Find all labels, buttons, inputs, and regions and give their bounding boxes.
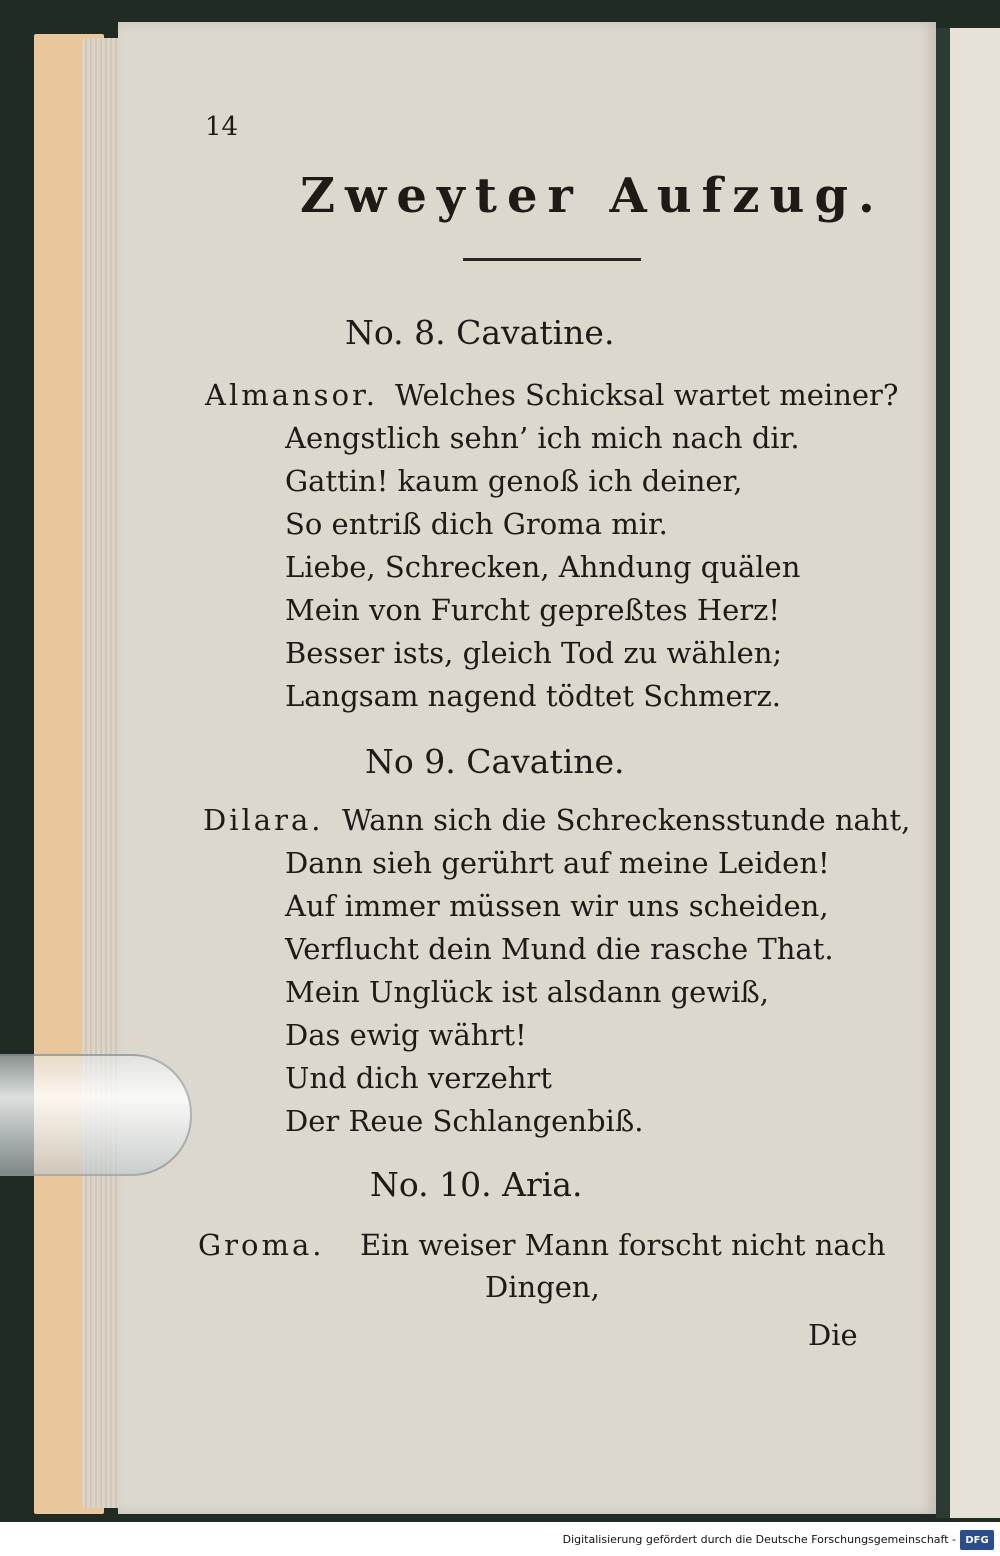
verse-line: Und dich verzehrt	[285, 1061, 552, 1095]
page-number: 14	[205, 112, 239, 142]
speaker-name: Dilara.	[203, 803, 324, 837]
verse-line: Langsam nagend tödtet Schmerz.	[285, 679, 782, 713]
glass-page-holder	[0, 1054, 192, 1176]
speaker-name: Groma.	[198, 1228, 325, 1262]
verse-line: Liebe, Schrecken, Ahndung quälen	[285, 550, 801, 584]
catchword: Die	[808, 1318, 858, 1352]
verse-line: Wann sich die Schreckensstunde naht,	[342, 803, 911, 837]
verse-line: Dingen,	[485, 1270, 600, 1304]
title-rule	[463, 258, 641, 261]
verse-line: Mein von Furcht gepreßtes Herz!	[285, 593, 781, 627]
verse-line: Welches Schicksal wartet meiner?	[395, 378, 899, 412]
right-page-edge	[936, 28, 1000, 1518]
verse-line: Das ewig währt!	[285, 1018, 527, 1052]
dfg-logo-icon: DFG	[960, 1530, 994, 1550]
verse-line: Der Reue Schlangenbiß.	[285, 1104, 644, 1138]
section-heading: No. 8. Cavatine.	[345, 313, 615, 352]
verse-line: Besser ists, gleich Tod zu wählen;	[285, 636, 783, 670]
verse-line: Mein Unglück ist alsdann gewiß,	[285, 975, 770, 1009]
verse-line: So entriß dich Groma mir.	[285, 507, 668, 541]
verse-line: Aengstlich sehn’ ich mich nach dir.	[285, 421, 800, 455]
verse-line: Verflucht dein Mund die rasche That.	[285, 932, 834, 966]
section-heading: No 9. Cavatine.	[365, 742, 625, 781]
verse-line: Dann sieh gerührt auf meine Leiden!	[285, 846, 830, 880]
section-heading: No. 10. Aria.	[370, 1165, 583, 1204]
verse-line: Gattin! kaum genoß ich deiner,	[285, 464, 743, 498]
act-title: Zweyter Aufzug.	[300, 168, 885, 224]
verse-line: Auf immer müssen wir uns scheiden,	[285, 889, 829, 923]
footer-credit: Digitalisierung gefördert durch die Deutsche Forschungsgemeinschaft -	[562, 1533, 956, 1546]
verse-line: Ein weiser Mann forscht nicht nach	[360, 1228, 886, 1262]
speaker-name: Almansor.	[205, 378, 378, 412]
